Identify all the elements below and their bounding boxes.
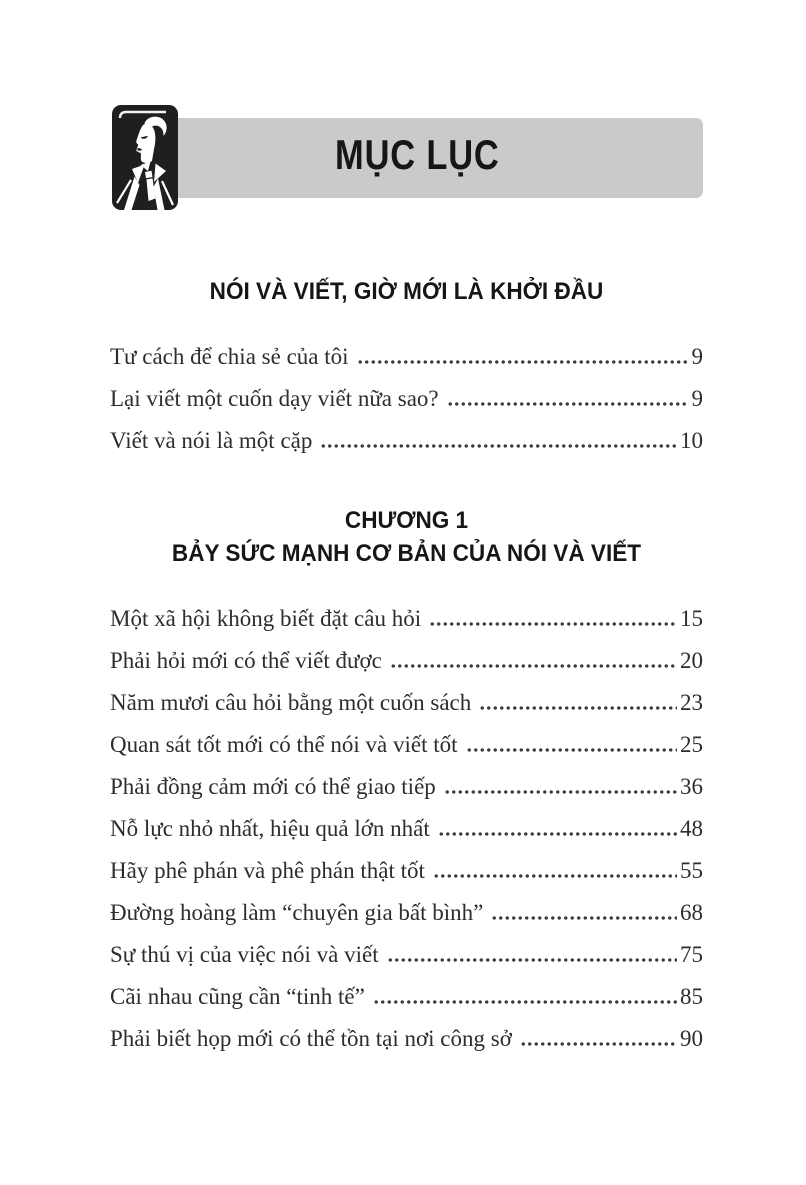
toc-entry: [110, 898, 703, 928]
toc-entry-title: Năm mươi câu hỏi bằng một cuốn sách: [110, 690, 472, 715]
toc-entry: [110, 342, 703, 372]
toc-entry: [110, 1024, 703, 1054]
page-number: 85: [680, 984, 703, 1009]
toc-entry: [110, 426, 703, 456]
toc-entry: [110, 730, 703, 760]
page-number: 90: [680, 1026, 703, 1051]
toc-entry: [110, 856, 703, 886]
dot-leader: [466, 748, 677, 752]
page-number: 25: [680, 732, 703, 757]
dot-leader: [520, 1042, 677, 1046]
toc-entry: [110, 814, 703, 844]
toc-entry-title: Tư cách để chia sẻ của tôi: [110, 344, 349, 369]
dot-leader: [320, 444, 677, 448]
page-number: 48: [680, 816, 703, 841]
page-number: 55: [680, 858, 703, 883]
toc-entry-title: Cãi nhau cũng cần “tinh tế”: [110, 984, 365, 1009]
toc-entry: [110, 688, 703, 718]
toc-entry: [110, 604, 703, 634]
page-number: 9: [691, 386, 703, 411]
toc-entry-title: Phải hỏi mới có thể viết được: [110, 648, 382, 673]
toc-entry: [110, 982, 703, 1012]
toc-entry-title: Phải đồng cảm mới có thể giao tiếp: [110, 774, 436, 799]
dot-leader: [479, 706, 677, 710]
section-heading: [110, 504, 703, 570]
toc-entry-title: Viết và nói là một cặp: [110, 428, 313, 453]
toc-entry: [110, 384, 703, 414]
businessman-silhouette-icon: [112, 105, 178, 210]
dot-leader: [387, 958, 677, 962]
toc-entry: [110, 940, 703, 970]
page-title: MỤC LỤC: [335, 131, 500, 178]
section-heading-line: BẢY SỨC MẠNH CƠ BẢN CỦA NÓI VÀ VIẾT: [171, 540, 642, 567]
page-number: 9: [691, 344, 703, 369]
page-number: 20: [680, 648, 703, 673]
dot-leader: [491, 916, 677, 920]
dot-leader: [438, 832, 677, 836]
toc-entry: [110, 772, 703, 802]
page-number: 68: [680, 900, 703, 925]
toc-entry-title: Sự thú vị của việc nói và viết: [110, 942, 379, 967]
page-number: 10: [680, 428, 703, 453]
dot-leader: [390, 664, 677, 668]
section-heading-line: CHƯƠNG 1: [344, 507, 469, 534]
toc-entry-title: Hãy phê phán và phê phán thật tốt: [110, 858, 425, 883]
header-banner: [112, 105, 703, 210]
toc-entry-title: Một xã hội không biết đặt câu hỏi: [110, 606, 422, 631]
section-heading-line: NÓI VÀ VIẾT, GIỜ MỚI LÀ KHỞI ĐẦU: [209, 278, 604, 305]
toc-list: [110, 342, 703, 456]
toc-section-chuong-1: [110, 504, 703, 1054]
toc-entry: [110, 646, 703, 676]
toc-entry-title: Phải biết họp mới có thể tồn tại nơi công sở: [110, 1026, 512, 1051]
page-number: 23: [680, 690, 703, 715]
toc-list: [110, 604, 703, 1054]
page-number: 75: [680, 942, 703, 967]
toc-entry-title: Nỗ lực nhỏ nhất, hiệu quả lớn nhất: [110, 816, 430, 841]
title-bar: [132, 118, 703, 198]
toc-section-intro: [110, 275, 703, 456]
page-number: 36: [680, 774, 703, 799]
toc-entry-title: Lại viết một cuốn dạy viết nữa sao?: [110, 386, 439, 411]
publisher-logo: [112, 105, 178, 210]
dot-leader: [357, 360, 689, 364]
page-number: 15: [680, 606, 703, 631]
section-heading: [110, 275, 703, 308]
dot-leader: [429, 622, 677, 626]
dot-leader: [373, 1000, 677, 1004]
toc-entry-title: Quan sát tốt mới có thể nói và viết tốt: [110, 732, 458, 757]
dot-leader: [447, 402, 689, 406]
dot-leader: [433, 874, 677, 878]
toc-content: [110, 255, 703, 1054]
toc-entry-title: Đường hoàng làm “chuyên gia bất bình”: [110, 900, 484, 925]
dot-leader: [444, 790, 677, 794]
